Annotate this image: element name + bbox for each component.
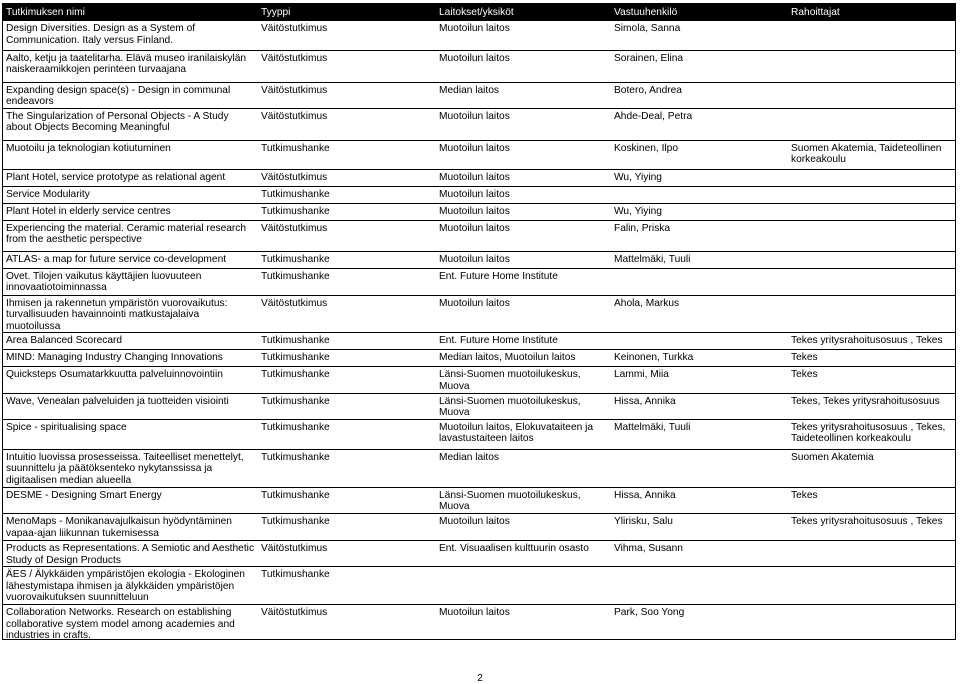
cell-vastuuhenkilo: Mattelmäki, Tuuli — [611, 251, 788, 268]
cell-laitokset: Muotoilun laitos — [436, 251, 611, 268]
cell-tutkimuksen-nimi: Wave, Venealan palveluiden ja tuotteiden visiointi — [3, 393, 258, 419]
cell-rahoittajat: Tekes, Tekes yritysrahoitusosuus — [788, 393, 955, 419]
table-row — [3, 251, 955, 268]
cell-tutkimuksen-nimi: Design Diversities. Design as a System of Communication. Italy versus Finland. — [3, 21, 258, 50]
header-vastuuhenkilo: Vastuuhenkilö — [611, 4, 788, 21]
header-tutkimuksen-nimi: Tutkimuksen nimi — [3, 4, 258, 21]
table-row — [3, 140, 955, 169]
table-row — [3, 203, 955, 220]
cell-tyyppi: Tutkimushanke — [258, 203, 436, 220]
document-page — [2, 3, 956, 640]
table-row — [3, 567, 955, 605]
header-laitokset: Laitokset/yksiköt — [436, 4, 611, 21]
table-row — [3, 169, 955, 186]
cell-tyyppi: Tutkimushanke — [258, 186, 436, 203]
cell-tutkimuksen-nimi: Experiencing the material. Ceramic material research from the aesthetic perspective — [3, 220, 258, 251]
cell-tyyppi: Väitöstutkimus — [258, 108, 436, 140]
cell-rahoittajat — [788, 82, 955, 108]
table-row — [3, 393, 955, 419]
cell-tyyppi: Väitöstutkimus — [258, 295, 436, 333]
cell-tyyppi: Tutkimushanke — [258, 393, 436, 419]
cell-tutkimuksen-nimi: Collaboration Networks. Research on establishing collaborative system model among academies and industries in crafts. — [6, 607, 235, 642]
table-row — [3, 108, 955, 140]
cell-rahoittajat — [788, 268, 955, 295]
header-tyyppi: Tyyppi — [258, 4, 436, 21]
table-row — [3, 186, 955, 203]
cell-vastuuhenkilo: Lammi, Miia — [611, 367, 788, 393]
cell-tyyppi: Tutkimushanke — [258, 419, 436, 449]
cell-vastuuhenkilo: Vihma, Susann — [611, 541, 788, 567]
cell-laitokset: Median laitos — [436, 449, 611, 487]
cell-rahoittajat — [788, 169, 955, 186]
cell-vastuuhenkilo: Hissa, Annika — [611, 487, 788, 513]
cell-tutkimuksen-nimi: The Singularization of Personal Objects - A Study about Objects Becoming Meaningful — [3, 108, 258, 140]
cell-laitokset: Median laitos — [436, 82, 611, 108]
table-row — [3, 82, 955, 108]
cell-laitokset: Ent. Visuaalisen kulttuurin osasto — [436, 541, 611, 567]
cell-tutkimuksen-nimi: Plant Hotel in elderly service centres — [3, 203, 258, 220]
cell-tyyppi: Tutkimushanke — [258, 449, 436, 487]
table-row — [3, 419, 955, 449]
cell-vastuuhenkilo: Ylirisku, Salu — [611, 514, 788, 541]
cell-laitokset: Median laitos, Muotoilun laitos — [436, 350, 611, 367]
cell-rahoittajat: Tekes — [788, 367, 955, 393]
cell-tyyppi: Väitöstutkimus — [258, 21, 436, 50]
cell-laitokset — [436, 567, 611, 605]
page-number: 2 — [477, 673, 483, 684]
cell-tyyppi: Väitöstutkimus — [261, 607, 328, 618]
cell-tyyppi: Väitöstutkimus — [258, 541, 436, 567]
table-row — [3, 333, 955, 350]
cell-tyyppi: Tutkimushanke — [258, 514, 436, 541]
cell-tyyppi: Väitöstutkimus — [258, 82, 436, 108]
cell-rahoittajat — [788, 21, 955, 50]
cell-vastuuhenkilo: Simola, Sanna — [611, 21, 788, 50]
cell-laitokset: Muotoilun laitos — [436, 140, 611, 169]
cell-tutkimuksen-nimi: MIND: Managing Industry Changing Innovations — [3, 350, 258, 367]
cell-laitokset: Muotoilun laitos — [436, 203, 611, 220]
cell-tyyppi: Tutkimushanke — [258, 251, 436, 268]
cell-rahoittajat — [788, 203, 955, 220]
cell-rahoittajat — [788, 251, 955, 268]
cell-laitokset: Länsi-Suomen muotoilukeskus, Muova — [436, 487, 611, 513]
cell-vastuuhenkilo: Botero, Andrea — [611, 82, 788, 108]
cell-vastuuhenkilo: Falin, Priska — [611, 220, 788, 251]
cell-tyyppi: Tutkimushanke — [258, 333, 436, 350]
cell-tutkimuksen-nimi: Intuitio luovissa prosesseissa. Taiteelliset menettelyt, suunnittelu ja päätöksenteko nykytanssissa ja digitaalisen median alueella — [3, 449, 258, 487]
cell-rahoittajat — [788, 108, 955, 140]
cell-rahoittajat: Tekes yritysrahoitusosuus , Tekes — [788, 333, 955, 350]
table-row — [3, 268, 955, 295]
cell-rahoittajat — [788, 541, 955, 567]
cell-vastuuhenkilo: Sorainen, Elina — [611, 50, 788, 82]
table-row — [3, 487, 955, 513]
table-row — [3, 605, 955, 656]
cell-tutkimuksen-nimi: Expanding design space(s) - Design in communal endeavors — [3, 82, 258, 108]
cell-tutkimuksen-nimi: Area Balanced Scorecard — [3, 333, 258, 350]
table-row — [3, 21, 955, 50]
cell-vastuuhenkilo: Park, Soo Yong — [614, 607, 685, 618]
cell-vastuuhenkilo: Ahola, Markus — [611, 295, 788, 333]
cell-tutkimuksen-nimi: Products as Representations. A Semiotic and Aesthetic Study of Design Products — [3, 541, 258, 567]
cell-laitokset: Muotoilun laitos — [436, 220, 611, 251]
cell-rahoittajat: Suomen Akatemia, Taideteollinen korkeakoulu — [788, 140, 955, 169]
cell-tutkimuksen-nimi: Ovet. Tilojen vaikutus käyttäjien luovuuteen innovaatiotoiminnassa — [3, 268, 258, 295]
cell-laitokset: Muotoilun laitos — [436, 169, 611, 186]
cell-vastuuhenkilo — [611, 449, 788, 487]
cell-laitokset: Länsi-Suomen muotoilukeskus, Muova — [436, 367, 611, 393]
cell-tyyppi: Väitöstutkimus — [258, 50, 436, 82]
cell-rahoittajat: Suomen Akatemia — [788, 449, 955, 487]
cell-rahoittajat — [788, 50, 955, 82]
cell-laitokset: Muotoilun laitos — [439, 607, 510, 618]
cell-vastuuhenkilo — [611, 186, 788, 203]
cell-laitokset: Muotoilun laitos — [436, 21, 611, 50]
cell-rahoittajat: Tekes yritysrahoitusosuus , Tekes, Taideteollinen korkeakoulu — [788, 419, 955, 449]
research-table — [3, 4, 955, 656]
table-row — [3, 449, 955, 487]
cell-rahoittajat — [788, 220, 955, 251]
cell-vastuuhenkilo: Keinonen, Turkka — [611, 350, 788, 367]
cell-vastuuhenkilo — [611, 333, 788, 350]
cell-rahoittajat — [788, 186, 955, 203]
cell-rahoittajat: Tekes yritysrahoitusosuus , Tekes — [788, 514, 955, 541]
cell-laitokset: Länsi-Suomen muotoilukeskus, Muova — [436, 393, 611, 419]
cell-tutkimuksen-nimi: MenoMaps - Monikanavajulkaisun hyödyntäminen vapaa-ajan liikunnan tukemisessa — [3, 514, 258, 541]
cell-tyyppi: Tutkimushanke — [258, 350, 436, 367]
cell-tyyppi: Väitöstutkimus — [258, 220, 436, 251]
cell-tutkimuksen-nimi: Aalto, ketju ja taatelitarha. Elävä museo iranilaiskylän naiskeraamikkojen perinteen turvaajana — [3, 50, 258, 82]
cell-tyyppi: Väitöstutkimus — [258, 169, 436, 186]
cell-laitokset: Muotoilun laitos — [436, 514, 611, 541]
table-row — [3, 50, 955, 82]
table-header-row — [3, 4, 955, 21]
cell-tutkimuksen-nimi: ÄES / Älykkäiden ympäristöjen ekologia - Ekologinen lähestymistapa ihmisen ja älykkäiden ympäristöjen vuorovaikutuksen suunnitteluun — [3, 567, 258, 605]
cell-vastuuhenkilo: Hissa, Annika — [611, 393, 788, 419]
cell-rahoittajat: Tekes — [788, 350, 955, 367]
cell-tutkimuksen-nimi: Quicksteps Osumatarkkuutta palveluinnovointiin — [3, 367, 258, 393]
cell-vastuuhenkilo: Wu, Yiying — [611, 203, 788, 220]
cell-laitokset: Muotoilun laitos — [436, 50, 611, 82]
cell-vastuuhenkilo — [611, 268, 788, 295]
cell-rahoittajat — [788, 295, 955, 333]
cell-laitokset: Muotoilun laitos — [436, 295, 611, 333]
cell-tutkimuksen-nimi: ATLAS- a map for future service co-development — [3, 251, 258, 268]
cell-rahoittajat: Tekes — [788, 487, 955, 513]
cell-tutkimuksen-nimi: Muotoilu ja teknologian kotiutuminen — [3, 140, 258, 169]
cell-vastuuhenkilo: Mattelmäki, Tuuli — [611, 419, 788, 449]
cell-vastuuhenkilo: Koskinen, Ilpo — [611, 140, 788, 169]
cell-tutkimuksen-nimi: Ihmisen ja rakennetun ympäristön vuorovaikutus: turvallisuuden havainnointi matkustajalaiva muotoilussa — [3, 295, 258, 333]
cell-tyyppi: Tutkimushanke — [258, 567, 436, 605]
table-row — [3, 220, 955, 251]
cell-vastuuhenkilo: Ahde-Deal, Petra — [611, 108, 788, 140]
cell-rahoittajat — [788, 605, 955, 656]
table-row — [3, 367, 955, 393]
cell-vastuuhenkilo: Wu, Yiying — [611, 169, 788, 186]
cell-tyyppi: Tutkimushanke — [258, 268, 436, 295]
cell-laitokset: Muotoilun laitos — [436, 186, 611, 203]
cell-laitokset: Ent. Future Home Institute — [436, 333, 611, 350]
table-row — [3, 295, 955, 333]
cell-tutkimuksen-nimi: Spice - spiritualising space — [3, 419, 258, 449]
cell-laitokset: Ent. Future Home Institute — [436, 268, 611, 295]
cell-tyyppi: Tutkimushanke — [258, 367, 436, 393]
table-row — [3, 541, 955, 567]
table-row — [3, 514, 955, 541]
cell-tutkimuksen-nimi: Plant Hotel, service prototype as relational agent — [3, 169, 258, 186]
table-row — [3, 350, 955, 367]
cell-tutkimuksen-nimi: Service Modularity — [3, 186, 258, 203]
cell-tutkimuksen-nimi: DESME - Designing Smart Energy — [3, 487, 258, 513]
cell-laitokset: Muotoilun laitos, Elokuvataiteen ja lavastustaiteen laitos — [436, 419, 611, 449]
header-rahoittajat: Rahoittajat — [788, 4, 955, 21]
cell-vastuuhenkilo — [611, 567, 788, 605]
cell-laitokset: Muotoilun laitos — [436, 108, 611, 140]
cell-tyyppi: Tutkimushanke — [258, 487, 436, 513]
cell-tyyppi: Tutkimushanke — [258, 140, 436, 169]
cell-rahoittajat — [788, 567, 955, 605]
